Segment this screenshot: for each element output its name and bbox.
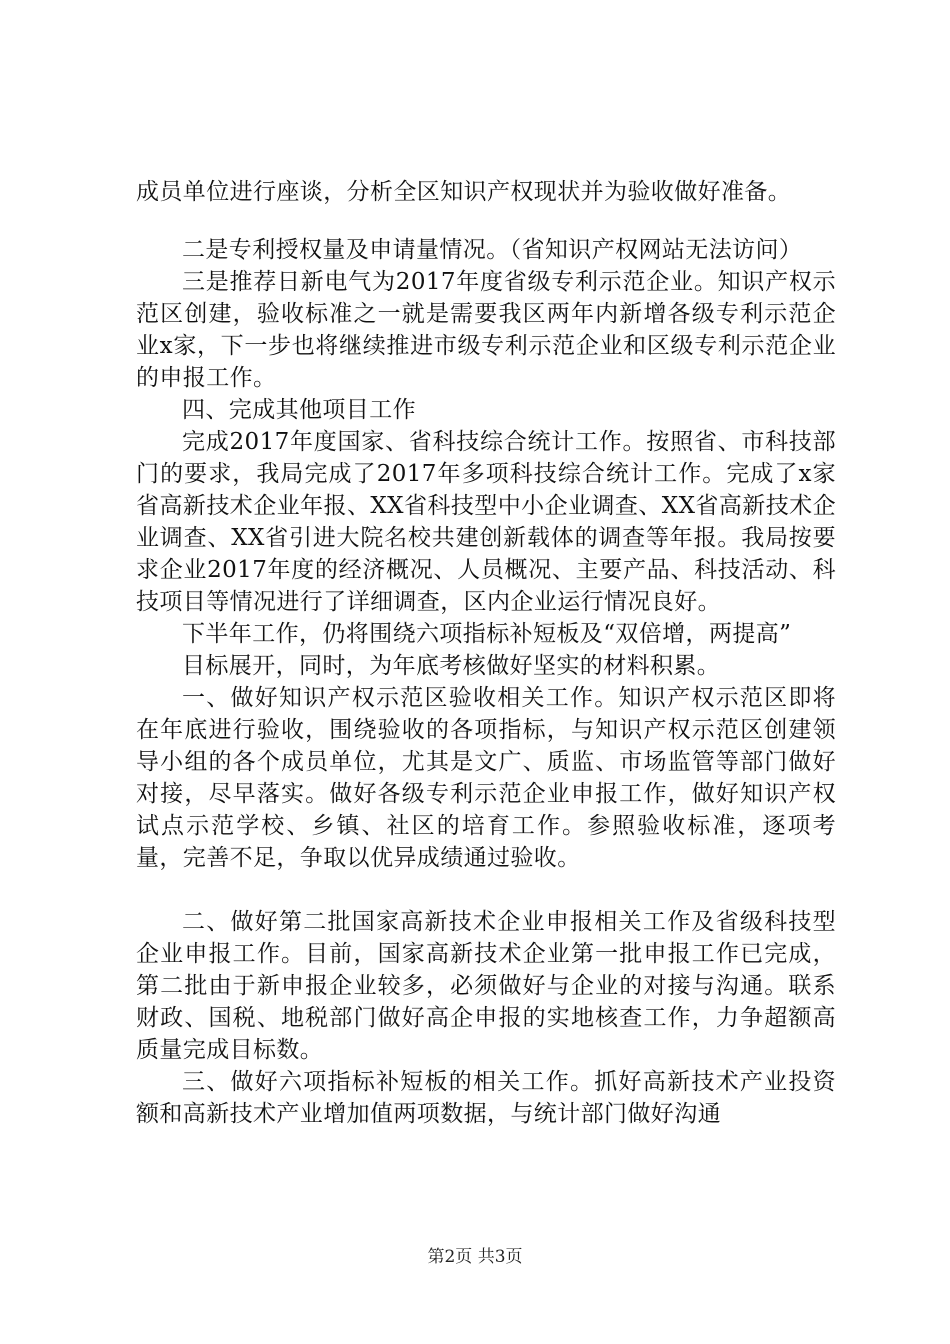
page-number-footer: 第2页 共3页 [427,1247,523,1267]
paragraph-9: 二、做好第二批国家高新技术企业申报相关工作及省级科技型企业申报工作。目前，国家高新技术企业第一批申报工作已完成，第二批由于新申报企业较多，必须做好与企业的对接与沟通。联系财政、国税、地税部门做好高企申报的实地核查工作，力争超额高质量完成目标数。 [136,909,836,1063]
section-heading-4: 四、完成其他项目工作 [182,397,416,423]
paragraph-3: 三是推荐日新电气为2017年度省级专利示范企业。知识产权示范区创建，验收标准之一就是需要我区两年内新增各级专利示范企业x家，下一步也将继续推进市级专利示范企业和区级专利示范企业的申报工作。 [136,269,836,391]
paragraph-7: 目标展开，同时，为年底考核做好坚实的材料积累。 [182,653,721,679]
paragraph-1: 成员单位进行座谈，分析全区知识产权现状并为验收做好准备。 [136,179,792,205]
paragraph-10: 三、做好六项指标补短板的相关工作。抓好高新技术产业投资额和高新技术产业增加值两项数据，与统计部门做好沟通 [136,1069,836,1127]
document-body [136,176,836,1130]
paragraph-8: 一、做好知识产权示范区验收相关工作。知识产权示范区即将在年底进行验收，围绕验收的各项指标，与知识产权示范区创建领导小组的各个成员单位，尤其是文广、质监、市场监管等部门做好对接，尽早落实。做好各级专利示范企业申报工作，做好知识产权试点示范学校、乡镇、社区的培育工作。参照验收标准，逐项考量，完善不足，争取以优异成绩通过验收。 [136,685,836,871]
paragraph-6: 下半年工作，仍将围绕六项指标补短板及“双倍增，两提高” [182,621,792,647]
paragraph-2: 二是专利授权量及申请量情况。（省知识产权网站无法访问） [182,237,803,263]
paragraph-5: 完成2017年度国家、省科技综合统计工作。按照省、市科技部门的要求，我局完成了2017年多项科技综合统计工作。完成了x家省高新技术企业年报、XX省科技型中小企业调查、XX省高新技术企业调查、XX省引进大院名校共建创新载体的调查等年报。我局按要求企业2017年度的经济概况、人员概况、主要产品、科技活动、科技项目等情况进行了详细调查，区内企业运行情况良好。 [136,429,836,615]
